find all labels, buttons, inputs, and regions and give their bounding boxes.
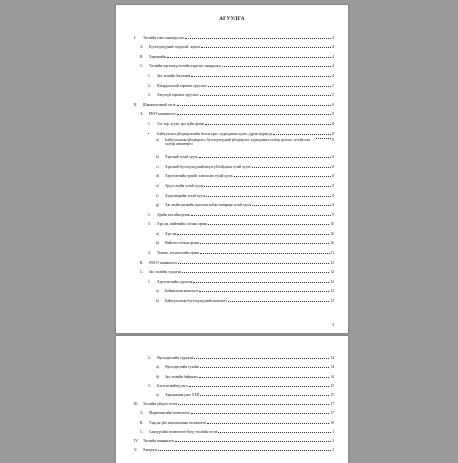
toc-entry[interactable] [134, 198, 334, 208]
toc-entry-page: 8 [332, 131, 334, 136]
toc-entry-title: Шаардлагатай хөрөнгө оруулалт [157, 83, 207, 88]
toc-entry[interactable] [134, 226, 334, 236]
toc-entry[interactable] [134, 78, 334, 88]
toc-entry-title: Үндсэн үйл ажиллагааны төлөвлөгөө [149, 420, 207, 425]
toc-entry-page: 17 [330, 402, 334, 407]
toc-entry[interactable] [134, 188, 334, 198]
toc-entry-number: C. [140, 429, 144, 434]
toc-entry[interactable] [134, 434, 334, 443]
toc-entry-page: 1 [332, 429, 334, 434]
dot-leader [200, 253, 329, 254]
toc-entry[interactable] [134, 245, 334, 255]
toc-entry-number: e) [156, 183, 159, 188]
page-number: 3 [332, 323, 334, 327]
toc-entry-number: 1. [148, 279, 151, 284]
toc-entry-number: b) [156, 299, 159, 304]
toc-entry-number: d) [156, 174, 159, 179]
toc-entry[interactable] [134, 397, 334, 406]
toc-entry-title: Төслийн үйлдэл төлөв [143, 402, 178, 407]
toc-entry-title: Хөрөнгийн [149, 54, 167, 59]
toc-entry-title: Нийгэм соёлын орчин [165, 241, 199, 246]
toc-entry-number: 1. [148, 121, 151, 126]
toc-entry-page: 12 [330, 270, 334, 275]
dot-leader [273, 134, 331, 135]
toc-entry-page: 4 [332, 54, 334, 59]
toc-list [134, 351, 334, 452]
toc-entry-title: Байгууллага үйлдвэрлэлийн болон хүнс, худалдааны хууль, дүрэм журмууд [157, 131, 273, 136]
toc-entry-page: 14 [330, 365, 334, 370]
toc-entry-number: A. [140, 112, 144, 117]
toc-entry[interactable] [134, 236, 334, 246]
dot-leader [194, 358, 329, 359]
dot-leader [316, 138, 331, 139]
dot-leader [185, 38, 331, 39]
toc-entry-page: 12 [330, 260, 334, 265]
dot-leader [205, 124, 331, 125]
dot-leader [252, 164, 334, 169]
toc-entry-page: 9 [332, 183, 334, 188]
toc-entry-page: 5 [332, 83, 334, 88]
toc-entry-title: Аж ахуйн нэгжийн орлогын албан татварын тухай хууль [165, 203, 252, 208]
toc-entry-number: b) [156, 374, 159, 379]
toc-entry-number: a) [156, 392, 159, 397]
toc-entry[interactable] [134, 59, 334, 69]
toc-entry-page: 4 [332, 73, 334, 78]
dot-leader [199, 157, 332, 158]
toc-entry-page: 4 [332, 64, 334, 69]
toc-entry-number: 3. [148, 222, 151, 227]
toc-entry-title: Хүн ам [165, 231, 177, 236]
toc-entry-page: 10 [330, 231, 334, 236]
toc-entry-page: 9 [332, 203, 334, 208]
toc-entry[interactable] [134, 265, 334, 275]
toc-entry-number: f) [156, 193, 159, 198]
toc-entry-number: a) [156, 365, 159, 370]
toc-entry-title: Бүтээгдэхүүний тодорхой, зорилт [149, 45, 201, 50]
toc-entry[interactable] [134, 274, 334, 284]
toc-entry-title: Зах зээлийн багтаамж [157, 73, 191, 78]
toc-entry[interactable] [134, 116, 334, 126]
dot-leader [234, 176, 331, 177]
toc-entry-number: a) [156, 289, 159, 294]
toc-entry-page: 10 [330, 241, 334, 246]
toc-entry[interactable] [134, 379, 334, 388]
toc-entry-title: Өрсөлдөгчийн судалгаа [157, 356, 194, 361]
dot-leader [177, 234, 329, 235]
toc-entry-title: Зах зээлийн байршил [165, 374, 198, 379]
toc-entry-title: SWOT шинжилгээ [149, 260, 178, 265]
toc-entry-number: 4. [148, 251, 151, 256]
toc-entry[interactable] [134, 88, 334, 98]
toc-entry-title: Техник, технологийн орчин [157, 251, 200, 256]
dot-leader [158, 450, 331, 451]
toc-entry-number: b) [156, 241, 159, 246]
toc-entry-page: 3 [332, 438, 334, 443]
dot-leader [228, 301, 330, 302]
dot-leader [191, 413, 330, 414]
toc-entry-number: a) [156, 137, 159, 142]
toc-entry-page: 14 [330, 374, 334, 379]
toc-entry-number: III. [134, 402, 139, 407]
toc-entry-number: 3. [148, 93, 151, 98]
toc-entry-title: Хүн ам, нийгмийн соёлын орчин [157, 222, 208, 227]
toc-entry[interactable] [134, 360, 334, 369]
toc-entry-number: a) [156, 231, 159, 236]
dot-leader [167, 57, 331, 58]
toc-entry[interactable] [134, 169, 334, 179]
toc-entry-page: 12 [330, 289, 334, 294]
toc-entry[interactable] [134, 30, 334, 40]
dot-leader [178, 263, 329, 264]
toc-entry[interactable] [134, 425, 334, 434]
toc-entry[interactable] [134, 159, 334, 169]
toc-entry[interactable] [134, 97, 334, 107]
toc-entry-page: 15 [330, 392, 334, 397]
dot-leader [206, 196, 331, 197]
toc-entry-page: 8 [332, 112, 334, 117]
toc-entry[interactable] [134, 217, 334, 227]
toc-entry-title: PEST шинжилгээ [149, 112, 176, 117]
toc-entry-title: Эдийн засгийн орчин [157, 212, 190, 217]
toc-entry[interactable] [134, 388, 334, 397]
toc-entry-title: Хэрэглэгчийн судалгаа [157, 279, 193, 284]
toc-entry-number: B. [140, 260, 144, 265]
toc-entry-number: C. [140, 270, 144, 275]
dot-leader [200, 243, 330, 244]
dot-leader [177, 114, 332, 115]
dot-leader [218, 432, 331, 433]
toc-entry-number: II. [134, 102, 138, 107]
toc-entry-number: A. [140, 411, 144, 416]
toc-entry-number: C. [140, 64, 144, 69]
toc-entry-number: V. [134, 448, 138, 453]
dot-leader [200, 367, 330, 368]
toc-entry[interactable] [134, 40, 334, 50]
toc-entry[interactable] [134, 255, 334, 265]
toc-entry-page: 8 [332, 174, 334, 179]
toc-entry-number: B. [140, 54, 144, 59]
toc-entry-number: 3. [148, 383, 151, 388]
toc-entry-title: Хөдөлмөрийн тухай хууль [165, 193, 206, 198]
toc-entry-title: Хавсралт [143, 448, 158, 453]
toc-entry-page: 8 [332, 102, 334, 107]
toc-entry-title: Хэрэглэгчийн эрхийг хамгаалах тухай хууль [165, 174, 233, 179]
toc-entry-page: 4 [332, 35, 334, 40]
toc-entry-page: 4 [332, 45, 334, 50]
toc-title: АГУУЛГА [219, 17, 245, 22]
dot-leader [199, 291, 329, 292]
toc-entry-title: Бойжилтын ашиглалт [165, 289, 199, 294]
toc-entry-title: Эрүүл ахуйн тухай хууль [165, 183, 204, 188]
toc-list [134, 30, 334, 303]
dot-leader [252, 205, 331, 206]
toc-entry-page: 9 [332, 193, 334, 198]
toc-entry-page: 10 [330, 222, 334, 227]
toc-entry-page: 19 [330, 420, 334, 425]
dot-leader [201, 47, 331, 48]
toc-entry-title: Байгууллагын үйлдвэрлэл, бүтээгдэхүүний үйлдвэрлэл, худалдааны хэлбэр эрхэлж, тусгайлсан хэлбэр зөвшөөрөл [165, 137, 311, 146]
dot-leader [189, 386, 330, 387]
dot-leader [208, 224, 329, 225]
toc-entry-title: Маркетингийн төлөвлөгөө [149, 411, 190, 416]
dot-leader [207, 423, 329, 424]
toc-entry-title: Хүнсний бүтээгдэхүүний аюулгүй байдлын тухай хууль [165, 164, 251, 169]
dot-leader [182, 272, 329, 273]
dot-leader [200, 395, 329, 396]
toc-entry[interactable] [134, 443, 334, 452]
toc-entry[interactable] [134, 136, 334, 150]
toc-entry-page: 8 [332, 155, 334, 160]
toc-entry-title: Шинжилгээний хэсэг [143, 102, 176, 107]
toc-entry-number: I. [134, 35, 137, 40]
toc-entry-number: • [148, 131, 150, 136]
toc-entry[interactable] [134, 178, 334, 188]
toc-entry-page: 3 [332, 448, 334, 453]
toc-entry-title: Аюулгүй хөрөнгө оруулалт [157, 93, 199, 98]
toc-entry[interactable] [134, 351, 334, 360]
toc-entry-title: Өрсөлдөгчийн тухайн [165, 365, 199, 370]
dot-leader [178, 404, 329, 405]
toc-entry-number: IV. [134, 438, 139, 443]
toc-entry-page: 8 [332, 164, 334, 169]
toc-entry[interactable] [134, 293, 334, 303]
toc-entry[interactable] [134, 207, 334, 217]
toc-entry-page: 14 [330, 356, 334, 361]
toc-entry[interactable] [134, 369, 334, 378]
toc-entry-title: Төслийн товч танилцуулга [143, 35, 184, 40]
toc-entry-title: Хүнсний тухай хууль [165, 155, 198, 160]
toc-entry-page: 8 [332, 121, 334, 126]
toc-entry-title: Арилжааны үнэт ХХК [165, 392, 200, 397]
toc-entry-title: Зах зээлийн судалгаа [149, 270, 182, 275]
dot-leader [204, 186, 331, 187]
toc-entry-number: c) [156, 164, 159, 169]
dot-leader [193, 282, 329, 283]
toc-entry-number: 1. [148, 73, 151, 78]
dot-leader [191, 212, 334, 217]
toc-entry-page: 15 [330, 383, 334, 388]
toc-entry-page: 12 [330, 279, 334, 284]
dot-leader [199, 377, 330, 378]
toc-entry-title: Төслийн хэрэгжүүлэгчийн хэрэгцээ шаардлага [149, 64, 221, 69]
toc-entry[interactable] [134, 49, 334, 59]
dot-leader [175, 441, 331, 442]
dot-leader [222, 66, 332, 67]
toc-entry-number: b) [156, 155, 159, 160]
toc-entry-number: 2. [148, 83, 151, 88]
toc-entry[interactable] [134, 415, 334, 424]
toc-entry-title: Төслийн шинжилгээ [143, 438, 175, 443]
toc-entry-page: 8 [332, 137, 334, 142]
document-page-1 [116, 5, 348, 333]
toc-entry[interactable] [134, 406, 334, 415]
document-page-2 [116, 336, 348, 463]
toc-entry-page: 5 [332, 93, 334, 98]
dot-leader [177, 105, 331, 106]
toc-entry-title: Санхүүгийн төлөвлөгөө буюу төслийн төсөв [149, 429, 218, 434]
toc-entry-page: 13 [330, 299, 334, 304]
toc-entry-number: 2. [148, 356, 151, 361]
toc-entry-number: A. [140, 45, 144, 50]
toc-entry-number: B. [140, 420, 144, 425]
toc-entry-title: Байгууллагын бүтээгдэхүүний ашиглалт [165, 299, 227, 304]
toc-entry-title: Улс төр, хууль, эрх зүйн орчин [157, 121, 204, 126]
toc-entry-title: Бэлтгэн нийлүүлэгч [157, 383, 188, 388]
toc-entry-number: 2. [148, 212, 151, 217]
dot-leader [191, 76, 331, 77]
toc-entry-page: 11 [330, 251, 334, 256]
toc-entry[interactable] [134, 68, 334, 78]
dot-leader [208, 86, 331, 87]
toc-entry-page: 9 [332, 212, 334, 217]
toc-entry[interactable] [134, 284, 334, 294]
toc-entry[interactable] [134, 150, 334, 160]
dot-leader [200, 95, 331, 96]
toc-entry-page: 17 [330, 411, 334, 416]
toc-entry-number: g) [156, 203, 159, 208]
toc-entry[interactable] [134, 126, 334, 136]
toc-entry[interactable] [134, 107, 334, 117]
